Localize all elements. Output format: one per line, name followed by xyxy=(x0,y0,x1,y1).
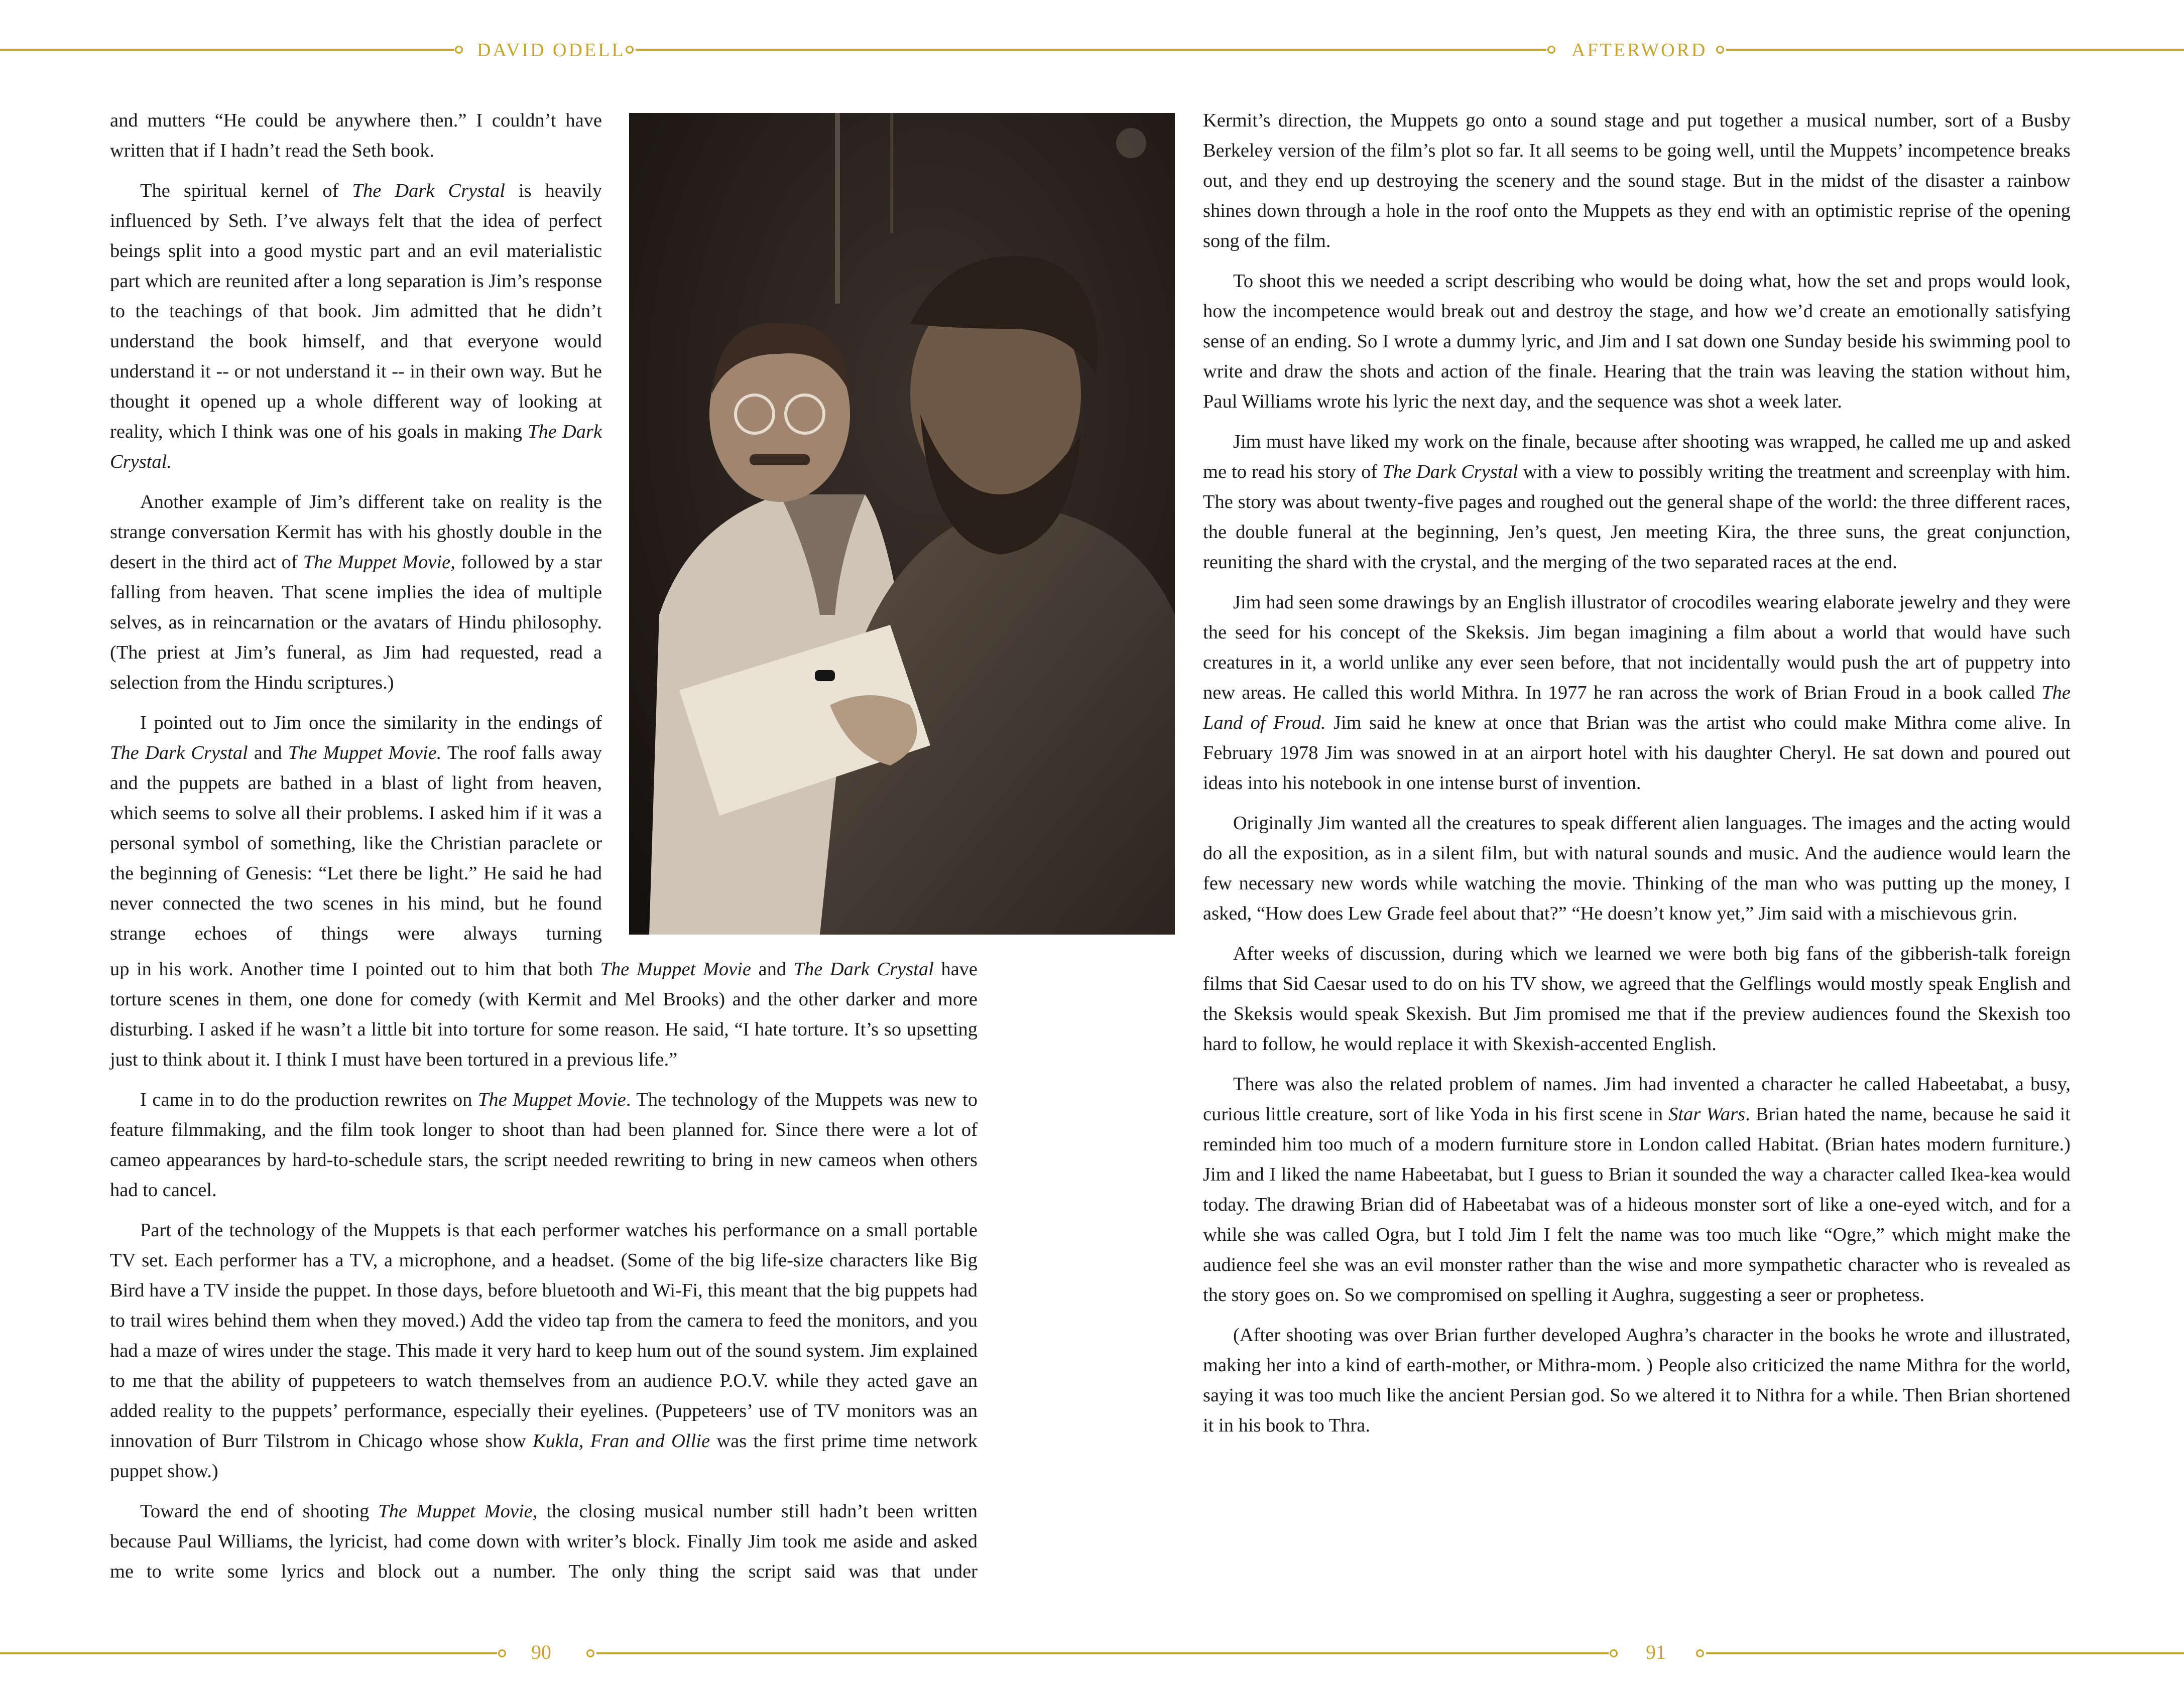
footer-ornament-dot xyxy=(1696,1649,1704,1657)
header-ornament-dot xyxy=(1716,46,1724,54)
paragraph: I pointed out to Jim once the similarity in the endings of The Dark Crystal and The Muppet Movie. The roof falls away and the puppets are bathed in a blast of light from heaven, which seems to solve all their problems. I asked him if it was a personal symbol of something, like the Christian paraclete or the beginning of Genesis: “Let there be light.” He said he had never connected the two scenes in his mind, but he found strange echoes of things were always turning xyxy=(110,712,602,944)
right-column xyxy=(1203,105,2071,1451)
paragraph: up in his work. Another time I pointed out to him that both The Muppet Movie and The Dark Crystal have torture scenes in them, one done for comedy (with Kermit and Mel Brooks) and the other darker and more disturbing. I asked if he wasn’t a little bit into torture for some reason. He said, “I hate torture. It’s so upsetting just to think about it. I think I must have been tortured in a previous life.” xyxy=(110,959,978,1070)
footer-ornament-dot xyxy=(586,1649,594,1657)
paragraph: To shoot this we needed a script describing who would be doing what, how the set and props would look, how the incompetence would break out and destroy the stage, and how we’d create an emotionally satisfying sense of an ending. So I wrote a dummy lyric, and Jim and I sat down one Sunday beside his swimming pool to write and draw the shots and action of the finale. Hearing that the train was leaving the station without him, Paul Williams wrote his lyric the next day, and the sequence was shot a week later. xyxy=(1203,271,2071,412)
left-column-top xyxy=(110,105,602,959)
paragraph: There was also the related problem of names. Jim had invented a character he called Habeetabat, a busy, curious little creature, sort of like Yoda in his first scene in Star Wars. Brian hated the name, because he said it reminded him too much of a modern furniture store in London called Habitat. (Brian hates modern furniture.) Jim and I liked the name Habeetabat, but I guess to Brian it sounded the way a character called Ikea-kea would today. The drawing Brian did of Habeetabat was of a hideous monster sort of like a one-eyed witch, and for a while she was called Ogra, but I told Jim I felt the name was too much like “Ogre,” which might make the audience feel she was an evil monster rather than the wise and more sympathetic character who is revealed as the story goes on. So we compromised on spelling it Aughra, suggesting a seer or prophetess. xyxy=(1203,1074,2071,1306)
footer-ornament-dot xyxy=(1610,1649,1618,1657)
paragraph: Originally Jim wanted all the creatures to speak different alien languages. The images and the acting would do all the exposition, as in a silent film, but with natural sounds and music. And the audience would learn the few necessary new words while watching the movie. Thinking of the man who was putting up the money, I asked, “How does Lew Grade feel about that?” “He doesn’t know yet,” Jim said with a mischievous grin. xyxy=(1203,813,2071,924)
paragraph: I came in to do the production rewrites on The Muppet Movie. The technology of the Muppets was new to feature filmmaking, and the film took longer to shoot than had been planned for. Since there were a lot of cameo appearances by hard-to-schedule stars, the script needed rewriting to bring in new cameos when others had to cancel. xyxy=(110,1089,978,1201)
header-rule-center xyxy=(636,49,1546,51)
paragraph: After weeks of discussion, during which we learned we were both big fans of the gibberish-talk foreign films that Sid Caesar used to do on his TV show, we agreed that the Gelflings would mostly speak English and the Skeksis would speak Skexish. But Jim promised me that if the preview audiences found the Skexish too hard to follow, he would replace it with Skexish-accented English. xyxy=(1203,943,2071,1055)
paragraph: Jim had seen some drawings by an English illustrator of crocodiles wearing elaborate jewelry and they were the seed for his concept of the Skeksis. Jim began imagining a film about a world that would have such creatures in it, a world unlike any ever seen before, that not incidentally would push the art of puppetry into new areas. He called this world Mithra. In 1977 he ran across the work of Brian Froud in a book called The Land of Froud. Jim said he knew at once that Brian was the artist who could make Mithra come alive. In February 1978 Jim was snowed in at an airport hotel with his daughter Cheryl. He sat down and poured out ideas into his notebook in one intense burst of invention. xyxy=(1203,592,2071,794)
paragraph: Another example of Jim’s different take on reality is the strange conversation Kermit has with his ghostly double in the desert in the third act of The Muppet Movie, followed by a star falling from heaven. That scene implies the idea of multiple selves, as in reincarnation or the avatars of Hindu philosophy. (The priest at Jim’s funeral, as Jim had requested, read a selection from the Hindu scriptures.) xyxy=(110,491,602,693)
left-column-bottom xyxy=(110,954,978,1597)
header-rule-right xyxy=(1726,49,2184,51)
footer-rule-center xyxy=(596,1652,1609,1654)
paragraph: Jim must have liked my work on the finale, because after shooting was wrapped, he called me up and asked me to read his story of The Dark Crystal with a view to possibly writing the treatment and screenplay with him. The story was about twenty-five pages and roughed out the general shape of the world: the three different races, the double funeral at the beginning, Jen’s quest, Jen meeting Kira, the three suns, the great conjunction, reuniting the shard with the crystal, and the merging of the two separated races at the end. xyxy=(1203,431,2071,573)
header-rule-left-a xyxy=(0,49,454,51)
paragraph: The spiritual kernel of The Dark Crystal is heavily influenced by Seth. I’ve always felt that the idea of perfect beings split into a good mystic part and an evil materialistic part which are reunited after a long separation is Jim’s response to the teachings of that book. Jim admitted that he didn’t understand the book himself, and that everyone would understand it -- or not understand it -- in their own way. But he thought it opened up a whole different way of looking at reality, which I think was one of his goals in making The Dark Crystal. xyxy=(110,180,602,472)
header-ornament-dot xyxy=(626,46,634,54)
footer-rule-right xyxy=(1706,1652,2184,1654)
footer-ornament-dot xyxy=(498,1649,506,1657)
page-number-left: 90 xyxy=(531,1641,551,1663)
header-ornament-dot xyxy=(455,46,463,54)
sepia-photograph-icon xyxy=(629,113,1175,935)
page-number-right: 91 xyxy=(1646,1641,1666,1663)
footer-rule-left-a xyxy=(0,1652,497,1654)
header-ornament-dot xyxy=(1547,46,1555,54)
running-head-right: AFTERWORD xyxy=(1571,40,1708,61)
paragraph: Kermit’s direction, the Muppets go onto a sound stage and put together a musical number, sort of a Busby Berkeley version of the film’s plot so far. It all seems to be going well, until the Muppets’ incompetence breaks out, and they end up destroying the scenery and the sound stage. But in the midst of the disaster a rainbow shines down through a hole in the roof onto the Muppets as they end with an optimistic reprise of the opening song of the film. xyxy=(1203,110,2071,251)
running-head-left: DAVID ODELL xyxy=(477,40,626,61)
paragraph: (After shooting was over Brian further developed Aughra’s character in the books he wrote and illustrated, making her into a kind of earth-mother, or Mithra-mom. ) People also criticized the name Mithra for the world, saying it was too much like the ancient Persian god. So we altered it to Nithra for a while. Then Brian shortened it in his book to Thra. xyxy=(1203,1325,2071,1436)
paragraph: and mutters “He could be anywhere then.” I couldn’t have written that if I hadn’t read the Seth book. xyxy=(110,110,602,161)
paragraph: Part of the technology of the Muppets is that each performer watches his performance on a small portable TV set. Each performer has a TV, a microphone, and a headset. (Some of the big life-size characters like Big Bird have a TV inside the puppet. In those days, before bluetooth and Wi-Fi, this meant that the big puppets had to trail wires behind them when they moved.) Add the video tap from the camera to feed the monitors, and you had a maze of wires under the stage. This made it very hard to keep hum out of the sound system. Jim explained to me that the ability of puppeteers to watch themselves from an audience P.O.V. while they acted gave an added reality to the puppets’ performance, especially their eyelines. (Puppeteers’ use of TV monitors was an innovation of Burr Tilstrom in Chicago whose show Kukla, Fran and Ollie was the first prime time network puppet show.) xyxy=(110,1220,978,1482)
paragraph: Toward the end of shooting The Muppet Movie, the closing musical number still hadn’t been written because Paul Williams, the lyricist, had come down with writer’s block. Finally Jim took me aside and asked me to write some lyrics and block out a number. The only thing the script said was that under xyxy=(110,1501,978,1582)
